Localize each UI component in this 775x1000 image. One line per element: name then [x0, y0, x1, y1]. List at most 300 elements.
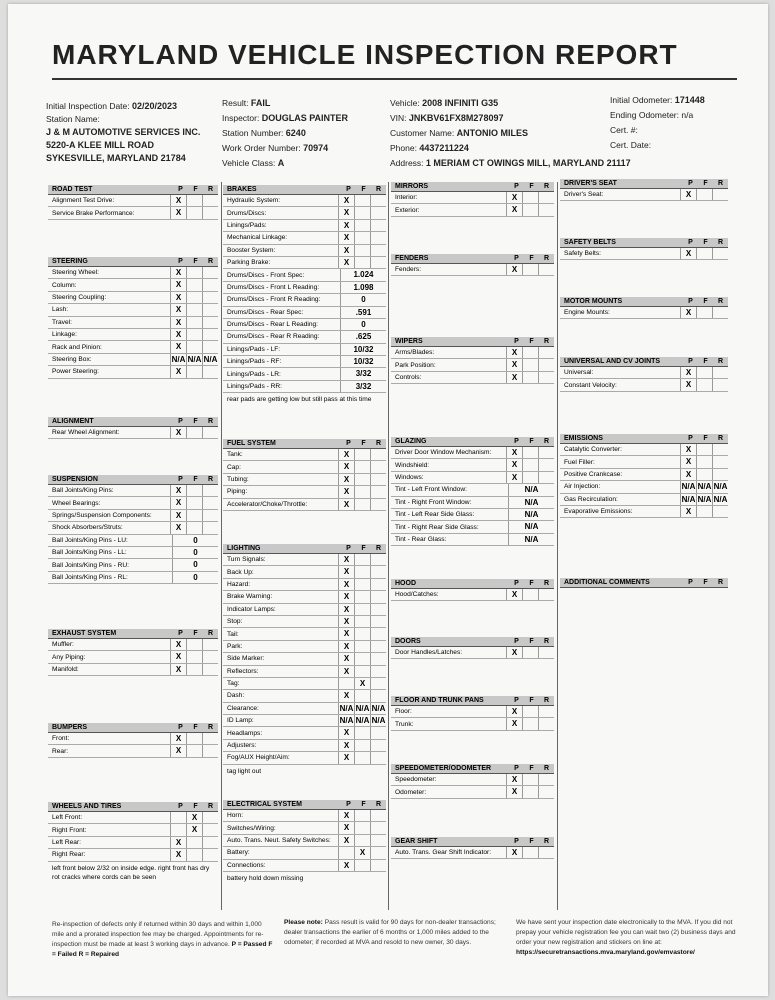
fail-cell — [186, 849, 202, 860]
item-label: Fog/AUX Height/Aim: — [227, 754, 290, 762]
inspection-row — [48, 510, 218, 522]
item-label: Park: — [227, 642, 243, 650]
section-mirrors — [391, 182, 554, 217]
inspection-row — [48, 497, 218, 509]
fail-cell — [522, 359, 538, 370]
fail-cell — [522, 472, 538, 483]
station-name-label: Station Name: — [46, 114, 100, 124]
section-header — [560, 357, 728, 367]
fail-column-header: F — [361, 545, 366, 552]
inspection-row — [223, 666, 386, 678]
fail-cell: N/A — [697, 482, 712, 492]
fail-cell — [186, 651, 202, 662]
fail-cell — [354, 810, 370, 821]
pass-cell: X — [506, 774, 522, 785]
item-label: Left Front: — [52, 814, 83, 822]
repaired-cell: N/A — [371, 716, 386, 726]
inspection-row — [560, 481, 728, 493]
measurement-value: 0 — [172, 559, 218, 570]
section-header — [391, 254, 554, 264]
item-label: Tint - Right Rear Side Glass: — [395, 523, 479, 531]
pass-cell: X — [170, 837, 186, 848]
pass-cell: X — [170, 329, 186, 340]
repaired-cell — [712, 367, 728, 378]
pass-cell — [338, 847, 354, 858]
repaired-cell: N/A — [203, 354, 218, 364]
repaired-cell — [370, 461, 386, 472]
pass-column-header: P — [178, 476, 183, 483]
pass-cell: X — [170, 366, 186, 377]
inspection-row — [48, 354, 218, 366]
repaired-cell — [202, 837, 218, 848]
pass-cell: X — [506, 647, 522, 658]
fail-column-header: F — [529, 838, 534, 845]
item-label: Switches/Wiring: — [227, 824, 276, 832]
inspection-row — [223, 566, 386, 578]
inspection-row — [223, 740, 386, 752]
repaired-cell — [538, 847, 554, 858]
repaired-column-header: R — [717, 435, 724, 442]
item-label: Right Front: — [52, 826, 87, 834]
footer-registration-note — [516, 918, 748, 958]
pass-cell: X — [338, 245, 354, 256]
pass-cell: X — [506, 204, 522, 215]
pass-column-header: P — [346, 801, 351, 808]
fail-cell — [696, 506, 712, 517]
inspection-row — [391, 718, 554, 730]
section-header — [391, 764, 554, 774]
inspection-row — [223, 486, 386, 498]
repaired-cell — [202, 733, 218, 744]
repaired-column-header: R — [207, 258, 214, 265]
item-label: Accelerator/Choke/Throttle: — [227, 500, 308, 508]
pass-cell: X — [506, 847, 522, 858]
inspection-row — [48, 195, 218, 207]
fail-column-header: F — [529, 638, 534, 645]
pass-cell: X — [338, 740, 354, 751]
pass-cell: X — [680, 469, 696, 480]
section-additional-comments — [560, 578, 728, 588]
pass-cell: N/A — [681, 482, 696, 492]
section-title: SUSPENSION — [52, 476, 98, 483]
fail-column-header: F — [193, 186, 198, 193]
section-header — [391, 637, 554, 647]
pass-cell: X — [170, 427, 186, 438]
repaired-cell — [370, 579, 386, 590]
fail-cell — [522, 774, 538, 785]
repaired-cell — [370, 499, 386, 510]
section-title: WIPERS — [395, 338, 423, 345]
repaired-cell — [370, 195, 386, 206]
repaired-cell — [370, 822, 386, 833]
repaired-cell — [202, 522, 218, 533]
mva-url-link[interactable]: https://securetransactions.mva.maryland.gov/emvastore/ — [516, 949, 695, 956]
section-fuel-system — [223, 439, 386, 511]
fail-cell — [186, 195, 202, 206]
item-label: Rack and Pinion: — [52, 343, 102, 351]
repaired-cell — [370, 666, 386, 677]
vin-value: JNKBV61FX8M278097 — [408, 113, 504, 123]
fail-cell — [696, 379, 712, 390]
repaired-column-header: R — [543, 765, 550, 772]
pass-cell: X — [170, 522, 186, 533]
footer-please-note-label: Please note: — [284, 919, 323, 926]
item-label: Clearance: — [227, 704, 259, 712]
fail-cell — [354, 616, 370, 627]
section-title: BRAKES — [227, 186, 257, 193]
inspection-row — [48, 849, 218, 861]
item-label: Turn Signals: — [227, 556, 266, 564]
fail-cell — [522, 718, 538, 729]
pass-column-header: P — [178, 186, 183, 193]
pass-column-header: P — [346, 545, 351, 552]
inspection-row — [560, 379, 728, 391]
item-label: Back Up: — [227, 568, 254, 576]
pass-cell: N/A — [339, 716, 354, 726]
repaired-column-header: R — [717, 180, 724, 187]
fail-cell — [354, 499, 370, 510]
repaired-cell — [370, 486, 386, 497]
section-header — [48, 723, 218, 733]
item-label: Adjusters: — [227, 742, 257, 750]
inspection-row — [48, 279, 218, 291]
measurement-value: 0 — [172, 547, 218, 558]
inspection-row — [223, 220, 386, 232]
item-label: Ball Joints/King Pins: — [52, 487, 114, 495]
fail-column-header: F — [361, 440, 366, 447]
section-title: EXHAUST SYSTEM — [52, 630, 117, 637]
odometer-info — [610, 93, 705, 153]
item-label: Hydraulic System: — [227, 197, 281, 205]
item-label: Air Injection: — [564, 483, 601, 491]
repaired-cell — [370, 678, 386, 689]
inspection-row — [391, 534, 554, 546]
pass-cell: X — [338, 566, 354, 577]
pass-cell: X — [338, 604, 354, 615]
fail-cell — [354, 835, 370, 846]
fail-cell — [354, 245, 370, 256]
fail-column-header: F — [529, 765, 534, 772]
inspection-row — [223, 835, 386, 847]
fail-column-header: F — [703, 579, 708, 586]
repaired-cell — [538, 647, 554, 658]
section-drivers-seat — [560, 179, 728, 201]
item-label: Tank: — [227, 451, 243, 459]
item-label: Ball Joints/King Pins - RL: — [52, 573, 128, 581]
measurement-value: 1.098 — [340, 282, 386, 293]
inspection-report-page — [8, 4, 768, 996]
section-header — [560, 238, 728, 248]
inspection-row — [391, 372, 554, 384]
pass-cell: X — [170, 195, 186, 206]
fail-cell — [354, 653, 370, 664]
repaired-cell — [370, 474, 386, 485]
pass-cell: X — [170, 733, 186, 744]
fail-cell — [354, 257, 370, 268]
section-wipers — [391, 337, 554, 384]
repaired-cell — [202, 329, 218, 340]
section-title: GLAZING — [395, 438, 427, 445]
fail-cell — [186, 510, 202, 521]
vin-label: VIN: — [390, 113, 407, 123]
pass-cell: X — [338, 486, 354, 497]
pass-cell: X — [506, 589, 522, 600]
measurement-value: 10/32 — [340, 344, 386, 355]
item-label: Engine Mounts: — [564, 309, 610, 317]
vehicle-info — [390, 96, 631, 171]
pass-column-header: P — [514, 255, 519, 262]
repaired-cell — [712, 307, 728, 318]
pass-cell: X — [170, 651, 186, 662]
fail-cell — [522, 647, 538, 658]
fail-column-header: F — [703, 358, 708, 365]
customer-name: ANTONIO MILES — [456, 128, 528, 138]
section-universal-cv-joints — [560, 357, 728, 392]
item-label: Auto. Trans. Neut. Safety Switches: — [227, 836, 331, 844]
fail-cell — [186, 427, 202, 438]
footer-legend: P = Passed F = Failed R = Repaired — [52, 941, 273, 958]
repaired-cell — [712, 189, 728, 200]
section-header — [48, 629, 218, 639]
fail-column-header: F — [193, 418, 198, 425]
section-header — [391, 837, 554, 847]
section-title: UNIVERSAL AND CV JOINTS — [564, 358, 661, 365]
pass-column-header: P — [688, 358, 693, 365]
fail-column-header: F — [361, 186, 366, 193]
fail-cell — [186, 497, 202, 508]
inspection-row — [560, 506, 728, 518]
repaired-cell — [202, 427, 218, 438]
pass-column-header: P — [688, 298, 693, 305]
repaired-column-header: R — [543, 638, 550, 645]
fail-cell — [186, 522, 202, 533]
pass-column-header: P — [688, 435, 693, 442]
pass-column-header: P — [688, 180, 693, 187]
fail-column-header: F — [193, 724, 198, 731]
repaired-cell — [538, 589, 554, 600]
inspection-row — [48, 485, 218, 497]
pass-cell: X — [338, 810, 354, 821]
item-label: Fenders: — [395, 266, 422, 274]
fail-cell — [186, 664, 202, 675]
inspection-row — [391, 484, 554, 496]
repaired-cell — [712, 444, 728, 455]
section-title: FLOOR AND TRUNK PANS — [395, 697, 484, 704]
measurement-value: 3/32 — [340, 368, 386, 379]
fail-cell: N/A — [355, 716, 370, 726]
fail-cell — [696, 456, 712, 467]
section-note: tag light out — [227, 767, 262, 775]
repaired-column-header: R — [207, 724, 214, 731]
fail-cell — [186, 485, 202, 496]
fail-cell — [186, 267, 202, 278]
section-header — [391, 337, 554, 347]
inspection-info — [222, 96, 348, 171]
repaired-cell — [370, 566, 386, 577]
repaired-cell — [370, 245, 386, 256]
inspection-row — [48, 559, 218, 571]
inspection-row — [391, 509, 554, 521]
section-steering — [48, 257, 218, 379]
inspection-row — [223, 604, 386, 616]
item-label: Tubing: — [227, 475, 249, 483]
measurement-value: N/A — [508, 534, 554, 545]
vehicle-value: 2008 INFINITI G35 — [422, 98, 499, 108]
pass-cell: N/A — [171, 354, 186, 364]
fail-cell — [186, 733, 202, 744]
item-label: Park Position: — [395, 361, 436, 369]
inspection-row — [48, 267, 218, 279]
inspection-row — [560, 248, 728, 260]
fail-cell — [186, 329, 202, 340]
item-label: Interior: — [395, 194, 418, 202]
item-label: Cap: — [227, 463, 241, 471]
repaired-cell: N/A — [371, 703, 386, 713]
work-order-number: 70974 — [303, 143, 329, 153]
fail-cell — [354, 449, 370, 460]
fail-cell: N/A — [355, 703, 370, 713]
repaired-cell — [202, 207, 218, 218]
fail-cell: X — [186, 824, 202, 835]
repaired-column-header: R — [207, 418, 214, 425]
inspection-row — [48, 427, 218, 439]
section-note: left front below 2/32 on inside edge. right front has dry rot cracks where cords can be seen — [52, 864, 210, 881]
inspection-row — [223, 344, 386, 356]
section-safety-belts — [560, 238, 728, 260]
fail-cell — [354, 220, 370, 231]
section-title: MOTOR MOUNTS — [564, 298, 623, 305]
pass-cell: X — [338, 257, 354, 268]
inspection-row — [223, 499, 386, 511]
item-label: Driver Door Window Mechanism: — [395, 449, 492, 457]
fail-column-header: F — [703, 180, 708, 187]
item-label: Drums/Discs: — [227, 209, 267, 217]
item-label: Column: — [52, 281, 77, 289]
inspection-row — [48, 329, 218, 341]
inspection-row — [223, 294, 386, 306]
repaired-cell — [370, 727, 386, 738]
repaired-cell — [538, 447, 554, 458]
repaired-column-header: R — [717, 579, 724, 586]
inspection-row — [391, 447, 554, 459]
section-title: STEERING — [52, 258, 88, 265]
item-label: Connections: — [227, 861, 266, 869]
section-title: ROAD TEST — [52, 186, 93, 193]
pass-cell: X — [170, 745, 186, 756]
inspection-row — [48, 733, 218, 745]
customer-label: Customer Name: — [390, 128, 455, 138]
pass-cell: X — [338, 727, 354, 738]
pass-cell: X — [338, 591, 354, 602]
item-label: Linings/Pads - LF: — [227, 345, 281, 353]
fail-cell — [354, 727, 370, 738]
item-label: ID Lamp: — [227, 717, 254, 725]
measurement-value: 3/32 — [340, 381, 386, 392]
repaired-cell — [370, 752, 386, 763]
repaired-cell — [370, 604, 386, 615]
repaired-cell — [538, 347, 554, 358]
section-header — [223, 439, 386, 449]
inspection-row — [223, 847, 386, 859]
section-title: BUMPERS — [52, 724, 88, 731]
section-header — [560, 297, 728, 307]
address-label: Address: — [390, 158, 424, 168]
pass-cell: X — [170, 207, 186, 218]
item-label: Steering Coupling: — [52, 293, 107, 301]
repaired-cell — [370, 207, 386, 218]
fail-cell — [522, 347, 538, 358]
repaired-cell — [370, 641, 386, 652]
repaired-cell — [370, 847, 386, 858]
ending-odometer-value: n/a — [681, 110, 694, 120]
section-floor-and-trunk — [391, 696, 554, 731]
item-label: Hazard: — [227, 580, 251, 588]
pass-column-header: P — [514, 438, 519, 445]
fail-cell — [354, 690, 370, 701]
inspection-row — [48, 745, 218, 757]
pass-cell — [170, 812, 186, 823]
pass-cell: X — [170, 485, 186, 496]
item-label: Arms/Blades: — [395, 349, 435, 357]
repaired-cell — [370, 257, 386, 268]
column-divider-1 — [221, 182, 222, 910]
item-label: Drums/Discs - Front R Reading: — [227, 296, 321, 304]
footer-pass-text: Pass result is valid for 90 days for non-dealer transactions; dealer transactions the earlier of 6 months or 1,000 miles added to the odometer; if recorded at MVA and resold to new owner, 30 days. — [284, 919, 496, 946]
inspection-row — [48, 366, 218, 378]
section-lighting — [223, 544, 386, 778]
footer-left-text: Re-inspection of defects only if returned within 30 days and within 1,000 mile and a prorated inspection fee may be charged. Appointments for re-inspection must be made at least 3 working days in advance. — [52, 921, 264, 948]
repaired-column-header: R — [717, 298, 724, 305]
fail-cell — [522, 192, 538, 203]
item-label: Brake Warning: — [227, 593, 273, 601]
section-emissions — [560, 434, 728, 518]
fail-cell — [522, 204, 538, 215]
inspection-row — [48, 535, 218, 547]
inspection-row — [223, 195, 386, 207]
repaired-column-header: R — [543, 438, 550, 445]
pass-cell: X — [170, 279, 186, 290]
repaired-cell — [712, 456, 728, 467]
pass-cell: X — [506, 264, 522, 275]
fail-cell — [522, 706, 538, 717]
measurement-value: 10/32 — [340, 356, 386, 367]
fail-cell: X — [354, 847, 370, 858]
pass-cell: N/A — [681, 494, 696, 504]
item-label: Headlamps: — [227, 729, 263, 737]
fail-cell — [522, 786, 538, 797]
item-label: Indicator Lamps: — [227, 605, 276, 613]
section-header — [391, 696, 554, 706]
odometer-label: Initial Odometer: — [610, 95, 673, 105]
repaired-cell — [712, 469, 728, 480]
item-label: Universal: — [564, 369, 594, 377]
repaired-cell — [202, 292, 218, 303]
fail-cell — [354, 486, 370, 497]
pass-cell: X — [338, 690, 354, 701]
fail-cell: N/A — [697, 494, 712, 504]
item-label: Gas Recirculation: — [564, 495, 618, 503]
pass-cell: X — [170, 849, 186, 860]
section-exhaust — [48, 629, 218, 676]
fail-column-header: F — [529, 183, 534, 190]
pass-cell: X — [338, 195, 354, 206]
section-header — [48, 417, 218, 427]
pass-cell — [338, 678, 354, 689]
fail-cell — [354, 666, 370, 677]
pass-cell: X — [338, 822, 354, 833]
fail-column-header: F — [529, 438, 534, 445]
fail-cell — [696, 307, 712, 318]
